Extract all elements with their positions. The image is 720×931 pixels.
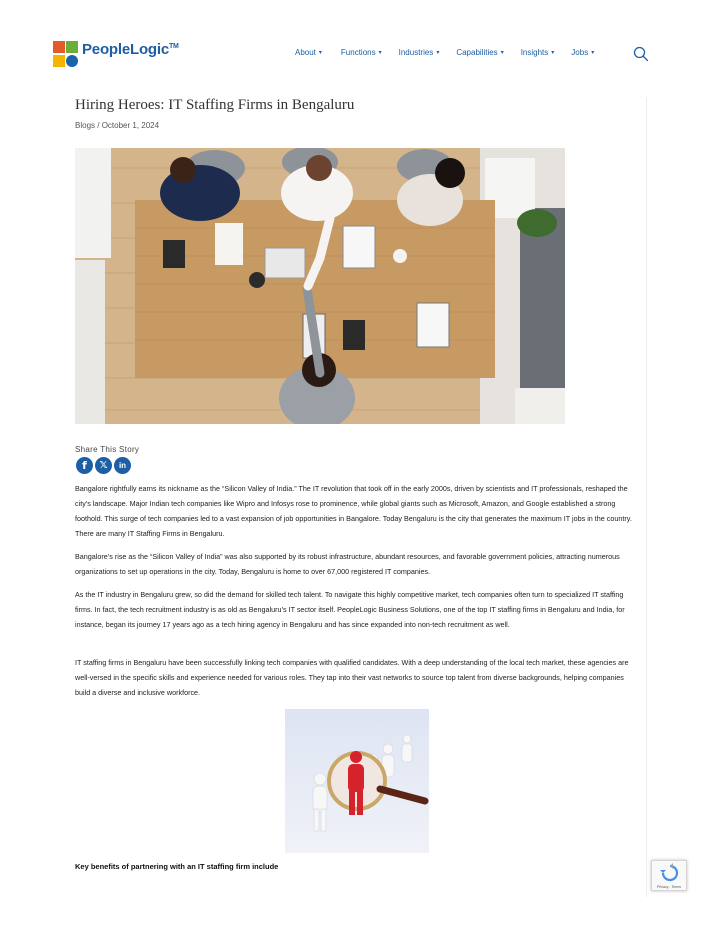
recaptcha-links[interactable]: Privacy - Terms	[656, 885, 682, 889]
share-label: Share This Story	[75, 445, 140, 454]
linkedin-icon[interactable]: in	[114, 457, 131, 474]
main-nav	[295, 48, 594, 57]
facebook-icon[interactable]: f	[76, 457, 93, 474]
page-title: Hiring Heroes: IT Staffing Firms in Bengaluru	[75, 97, 355, 113]
search-icon[interactable]	[633, 46, 649, 62]
chevron-down-icon: ▾	[436, 50, 440, 56]
paragraph: Bangalore rightfully earns its nickname as the “Silicon Valley of India.” The IT revolution that took off in the early 2000s, driven by scientists and IT professionals, reshaped the city’s landscape. Major Indian tech companies like Wipro and Infosys rose to prominence, while global giants such as Microsoft, Amazon, and Google established a strong foothold. This surge of tech companies led to a vast expansion of job opportunities in Bangalore. Today Bengaluru is the city that generates the maximum IT jobs in the country. There are many IT Staffing Firms in Bengaluru.	[75, 484, 632, 538]
nav-item-insights[interactable]: Insights ▾	[520, 48, 555, 57]
paragraph: As the IT industry in Bengaluru grew, so did the demand for skilled tech talent. To navigate this highly competitive market, tech companies often turn to specialized IT staffing firms. In fact, the tech recruitment industry is as old as Bengaluru’s IT sector itself. PeopleLogic Business Solutions, one of the top IT staffing firms in Bengaluru and India, for instance, began its journey 17 years ago as a tech hiring agency in Bengaluru and has since expanded into non-tech recruitment as well.	[75, 590, 625, 629]
post-date: October 1, 2024	[101, 121, 160, 130]
chevron-down-icon: ▾	[378, 50, 382, 56]
paragraph: IT staffing firms in Bengaluru have been successfully linking tech companies with qualified candidates. With a deep understanding of the local tech market, these agencies are well-versed in the specific skills and experience needed for various roles. They tap into their vast networks to source top talent from diverse backgrounds, helping companies build a diverse and inclusive workforce.	[75, 658, 629, 697]
nav-item-functions[interactable]: Functions ▾	[340, 48, 382, 57]
nav-item-jobs[interactable]: Jobs ▾	[571, 48, 595, 57]
talent-search-image	[285, 709, 429, 853]
brand-logo[interactable]	[53, 41, 179, 68]
chevron-down-icon: ▾	[591, 50, 595, 56]
nav-item-about[interactable]: About ▾	[295, 48, 322, 57]
nav-item-capabilities[interactable]: Capabilities ▾	[456, 48, 504, 57]
paragraph: Bangalore’s rise as the “Silicon Valley of India” was also supported by its robust infrastructure, abundant resources, and favorable government policies, attracting numerous organizations to set up operations in the city. Today, Bengaluru is home to over 67,000 registered IT companies.	[75, 552, 620, 576]
chevron-down-icon: ▾	[500, 50, 504, 56]
x-icon[interactable]: 𝕏	[95, 457, 112, 474]
chevron-down-icon: ▾	[318, 50, 322, 56]
logo-mark-icon	[53, 41, 79, 68]
content-divider	[646, 97, 647, 897]
recaptcha-icon	[652, 861, 688, 885]
section-subheading: Key benefits of partnering with an IT staffing firm include	[75, 862, 279, 871]
post-category-link[interactable]: Blogs	[75, 121, 96, 130]
brand-name: PeopleLogic™	[82, 41, 179, 58]
share-buttons	[76, 457, 133, 474]
chevron-down-icon: ▾	[551, 50, 555, 56]
post-meta: Blogs / October 1, 2024	[75, 121, 160, 130]
hero-image	[75, 148, 565, 424]
site-header	[0, 0, 720, 100]
recaptcha-badge[interactable]	[651, 860, 687, 891]
nav-item-industries[interactable]: Industries ▾	[398, 48, 440, 57]
